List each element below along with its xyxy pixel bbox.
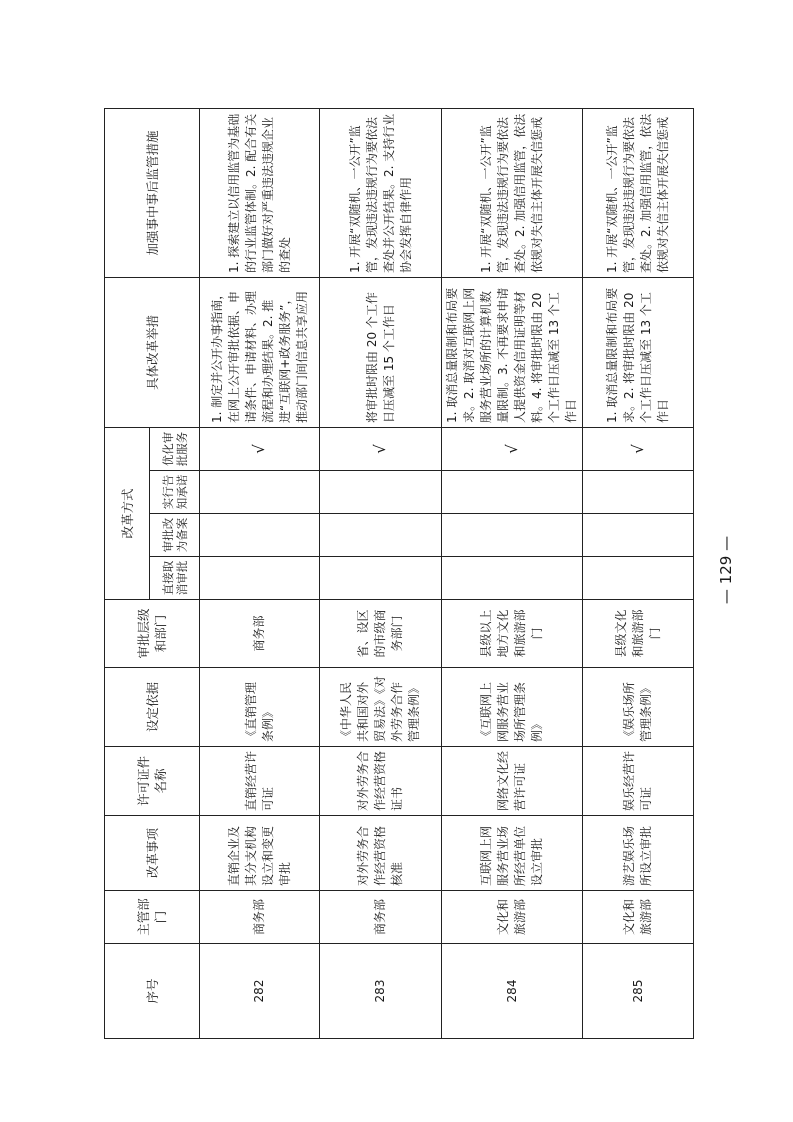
cell-level: 县级以上地方文化和旅游部门 xyxy=(442,600,583,668)
cell-dept: 文化和旅游部 xyxy=(583,891,694,944)
cell-basis: 《直销管理条例》 xyxy=(200,668,320,747)
cell-mode-optimize: √ xyxy=(200,427,320,470)
cell-measures: 1. 取消总量限制和布局要求。2. 将审批时限由 20 个工作日压减至 13 个工作日 xyxy=(583,277,694,427)
cell-mode-cancel xyxy=(583,557,694,600)
cell-seq: 285 xyxy=(583,944,694,1039)
cell-mode-commitment xyxy=(320,471,442,514)
cell-level: 商务部 xyxy=(200,600,320,668)
table-row xyxy=(583,108,694,1038)
cell-supervision: 1. 探索建立以信用监管为基础的行业监管体制。2. 配合有关部门做好对严重违法违规企业的查处 xyxy=(200,108,320,277)
header-mode-cancel: 直接取消审批 xyxy=(150,557,200,600)
rotated-page xyxy=(104,109,682,1039)
cell-supervision: 1. 开展“双随机、一公开”监管，发现违法违规行为要依法查处并公开结果。2. 支持行业协会发挥自律作用 xyxy=(320,108,442,277)
cell-dept: 商务部 xyxy=(320,891,442,944)
cell-seq: 282 xyxy=(200,944,320,1039)
cell-level: 县级文化和旅游部门 xyxy=(583,600,694,668)
cell-mode-optimize: √ xyxy=(583,427,694,470)
cell-level: 省、设区的市级商务部门 xyxy=(320,600,442,668)
cell-item: 游艺娱乐场所设立审批 xyxy=(583,816,694,891)
table-row xyxy=(320,108,442,1038)
table-row xyxy=(200,108,320,1038)
cell-supervision: 1. 开展“双随机、一公开”监管，发现违法违规行为要依法查处。2. 加强信用监管，依法依规对失信主体开展失信惩戒 xyxy=(583,108,694,277)
cell-item: 对外劳务合作经营资格核准 xyxy=(320,816,442,891)
header-row-1 xyxy=(105,108,150,1038)
cell-item: 直销企业及其分支机构设立和变更审批 xyxy=(200,816,320,891)
cell-basis: 《中华人民共和国对外贸易法》《对外劳务合作管理条例》 xyxy=(320,668,442,747)
cell-mode-cancel xyxy=(320,557,442,600)
cell-mode-commitment xyxy=(442,471,583,514)
cell-mode-filing xyxy=(442,514,583,557)
header-item: 改革事项 xyxy=(105,816,200,891)
cell-mode-commitment xyxy=(583,471,694,514)
cell-mode-cancel xyxy=(442,557,583,600)
reform-table xyxy=(104,108,694,1039)
cell-mode-commitment xyxy=(200,471,320,514)
cell-dept: 文化和旅游部 xyxy=(442,891,583,944)
cell-basis: 《娱乐场所管理条例》 xyxy=(583,668,694,747)
header-supervision: 加强事中事后监管措施 xyxy=(105,108,200,277)
table-row xyxy=(442,108,583,1038)
header-measures: 具体改革举措 xyxy=(105,277,200,427)
header-mode-commitment: 实行告知承诺 xyxy=(150,471,200,514)
cell-license: 对外劳务合作经营资格证书 xyxy=(320,747,442,816)
header-reform-mode: 改革方式 xyxy=(105,427,150,599)
cell-mode-filing xyxy=(583,514,694,557)
cell-mode-cancel xyxy=(200,557,320,600)
cell-license: 娱乐经营许可证 xyxy=(583,747,694,816)
cell-mode-filing xyxy=(320,514,442,557)
cell-mode-optimize: √ xyxy=(320,427,442,470)
header-mode-filing: 审批改为备案 xyxy=(150,514,200,557)
cell-basis: 《互联网上网服务营业场所管理条例》 xyxy=(442,668,583,747)
header-dept: 主管部门 xyxy=(105,891,200,944)
header-basis: 设定依据 xyxy=(105,668,200,747)
header-mode-optimize: 优化审批服务 xyxy=(150,427,200,470)
cell-supervision: 1. 开展“双随机、一公开”监管，发现违法违规行为要依法查处。2. 加强信用监管，依法依规对失信主体开展失信惩戒 xyxy=(442,108,583,277)
header-license: 许可证件名称 xyxy=(105,747,200,816)
header-seq: 序号 xyxy=(105,944,200,1039)
cell-license: 直销经营许可证 xyxy=(200,747,320,816)
cell-item: 互联网上网服务营业场所经营单位设立审批 xyxy=(442,816,583,891)
cell-mode-filing xyxy=(200,514,320,557)
header-level: 审批层级和部门 xyxy=(105,600,200,668)
cell-measures: 1. 制定并公开办事指南，在网上公开审批依据、申请条件、申请材料、办理流程和办理结果。2. 推进“互联网+政务服务”，推动部门间信息共享应用 xyxy=(200,277,320,427)
cell-license: 网络文化经营许可证 xyxy=(442,747,583,816)
cell-mode-optimize: √ xyxy=(442,427,583,470)
page-number: — 129 — xyxy=(717,535,735,605)
cell-seq: 283 xyxy=(320,944,442,1039)
cell-measures: 1. 取消总量限制和布局要求。2. 取消对互联网上网服务营业场所的计算机数量限制。3. 不再要求申请人提供资金信用证明等材料。4. 将审批时限由 20 个工作日压减至 13 个工作日 xyxy=(442,277,583,427)
cell-seq: 284 xyxy=(442,944,583,1039)
cell-dept: 商务部 xyxy=(200,891,320,944)
cell-measures: 将审批时限由 20 个工作日压减至 15 个工作日 xyxy=(320,277,442,427)
